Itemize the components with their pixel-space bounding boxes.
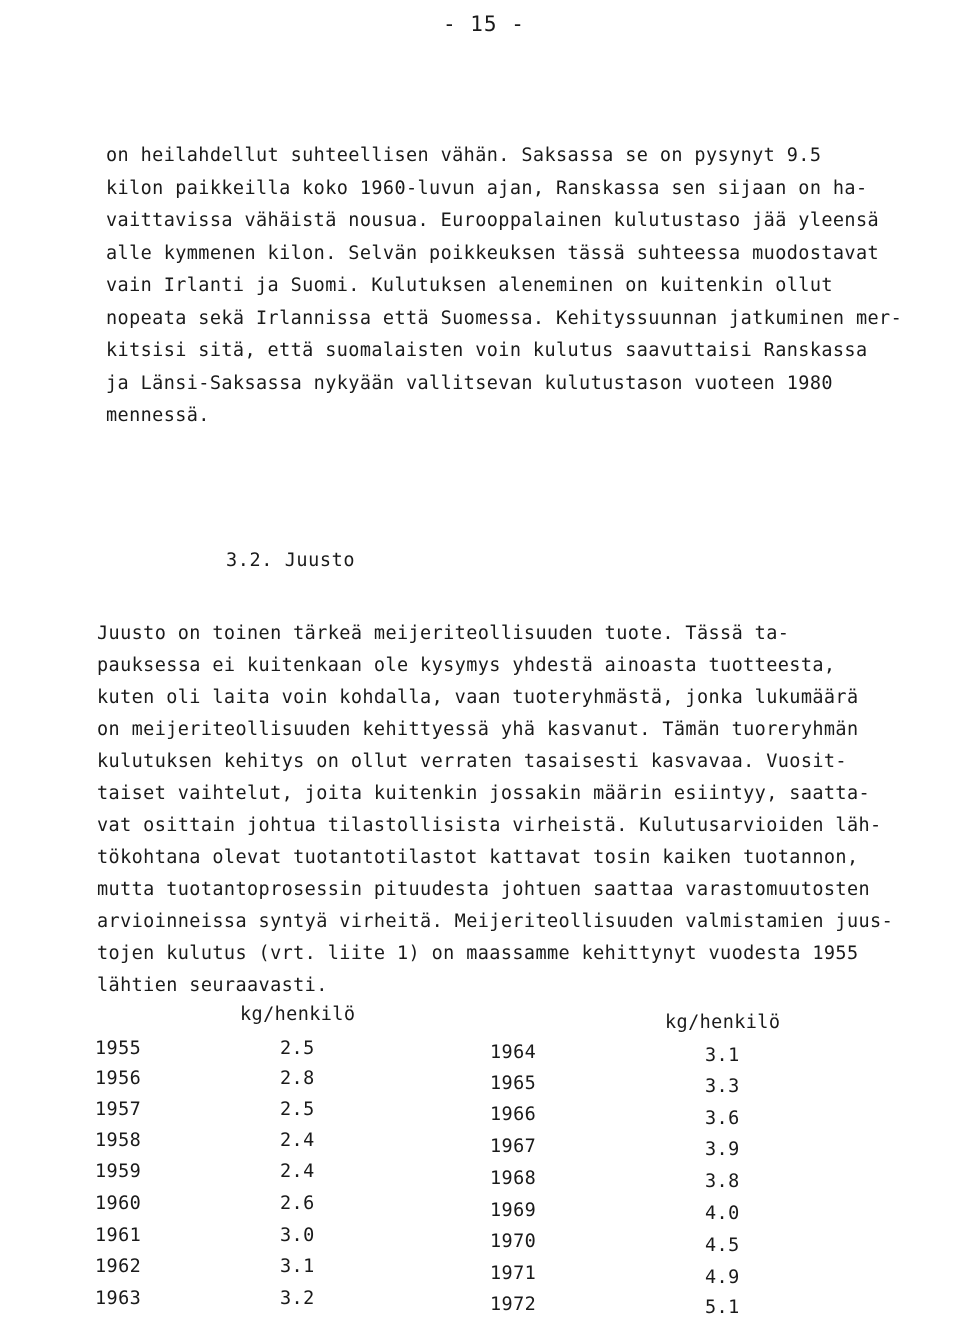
text-line: taiset vaihtelut, joita kuitenkin jossakin määrin esiintyy, saatta- (97, 783, 871, 804)
table-value: 2.8 (280, 1068, 315, 1089)
text-line: tojen kulutus (vrt. liite 1) on maassamme kehittynyt vuodesta 1955 (97, 943, 859, 964)
table-value: 3.3 (705, 1076, 740, 1097)
table-value: 2.6 (280, 1193, 315, 1214)
text-line: lähtien seuraavasti. (97, 975, 328, 996)
table-year: 1968 (490, 1168, 537, 1189)
table-year: 1970 (490, 1231, 537, 1252)
table-year: 1967 (490, 1136, 537, 1157)
table-value: 2.5 (280, 1038, 315, 1059)
table-year: 1963 (95, 1288, 142, 1309)
table-year: 1964 (490, 1042, 537, 1063)
table-value: 4.0 (705, 1203, 740, 1224)
table-value: 5.1 (705, 1297, 740, 1318)
text-line: kitsisi sitä, että suomalaisten voin kulutus saavuttaisi Ranskassa (106, 340, 868, 361)
text-line: arvioinneissa syntyä virheitä. Meijeriteollisuuden valmistamien juus- (97, 911, 894, 932)
table-value: 3.1 (280, 1256, 315, 1277)
text-line: pauksessa ei kuitenkaan ole kysymys yhdestä ainoasta tuotteesta, (97, 655, 836, 676)
text-line: vain Irlanti ja Suomi. Kulutuksen aleneminen on kuitenkin ollut (106, 275, 833, 296)
table-value: 3.0 (280, 1225, 315, 1246)
text-line: kulutuksen kehitys on ollut verraten tasaisesti kasvavaa. Vuosit- (97, 751, 847, 772)
table-value: 4.9 (705, 1267, 740, 1288)
table-year: 1955 (95, 1038, 142, 1059)
text-line: mutta tuotantoprosessin pituudesta johtuen saattaa varastomuutosten (97, 879, 871, 900)
text-line: vat osittain johtua tilastollisista virheistä. Kulutusarvioiden läh- (97, 815, 882, 836)
unit-header-right: kg/henkilö (665, 1012, 781, 1033)
table-year: 1966 (490, 1104, 537, 1125)
table-year: 1962 (95, 1256, 142, 1277)
table-year: 1965 (490, 1073, 537, 1094)
table-year: 1956 (95, 1068, 142, 1089)
paragraph-butter-consumption (106, 140, 942, 433)
table-year: 1957 (95, 1099, 142, 1120)
paragraph-cheese-consumption (97, 618, 947, 1002)
table-value: 3.1 (705, 1045, 740, 1066)
table-year: 1972 (490, 1294, 537, 1315)
text-line: tökohtana olevat tuotantotilastot kattavat tosin kaiken tuotannon, (97, 847, 859, 868)
table-year: 1960 (95, 1193, 142, 1214)
table-value: 3.6 (705, 1108, 740, 1129)
text-line: on heilahdellut suhteellisen vähän. Saksassa se on pysynyt 9.5 (106, 145, 822, 166)
text-line: vaittavissa vähäistä nousua. Eurooppalainen kulutustaso jää yleensä (106, 210, 880, 231)
table-year: 1959 (95, 1161, 142, 1182)
text-line: ja Länsi-Saksassa nykyään vallitsevan kulutustason vuoteen 1980 (106, 372, 833, 394)
table-year: 1971 (490, 1263, 537, 1284)
text-line: on meijeriteollisuuden kehittyessä yhä kasvanut. Tämän tuoreryhmän (97, 719, 859, 740)
text-line: kilon paikkeilla koko 1960-luvun ajan, Ranskassa sen sijaan on ha- (106, 177, 868, 199)
table-value: 2.4 (280, 1161, 315, 1182)
table-year: 1958 (95, 1130, 142, 1151)
table-year: 1969 (490, 1200, 537, 1221)
page-number: - 15 - (443, 12, 525, 36)
text-line: mennessä. (106, 405, 210, 426)
table-value: 3.8 (705, 1171, 740, 1192)
table-value: 3.2 (280, 1288, 315, 1309)
unit-header-left: kg/henkilö (240, 1004, 356, 1025)
text-line: nopeata sekä Irlannissa että Suomessa. Kehityssuunnan jatkuminen mer- (106, 307, 903, 329)
table-value: 4.5 (705, 1235, 740, 1256)
text-line: alle kymmenen kilon. Selvän poikkeuksen tässä suhteessa muodostavat (106, 242, 880, 264)
table-value: 2.5 (280, 1099, 315, 1120)
text-line: Juusto on toinen tärkeä meijeriteollisuuden tuote. Tässä ta- (97, 623, 790, 644)
text-line: kuten oli laita voin kohdalla, vaan tuoteryhmästä, jonka lukumäärä (97, 687, 859, 708)
table-value: 3.9 (705, 1139, 740, 1160)
table-value: 2.4 (280, 1130, 315, 1151)
table-year: 1961 (95, 1225, 142, 1246)
section-heading: 3.2. Juusto (226, 550, 356, 571)
